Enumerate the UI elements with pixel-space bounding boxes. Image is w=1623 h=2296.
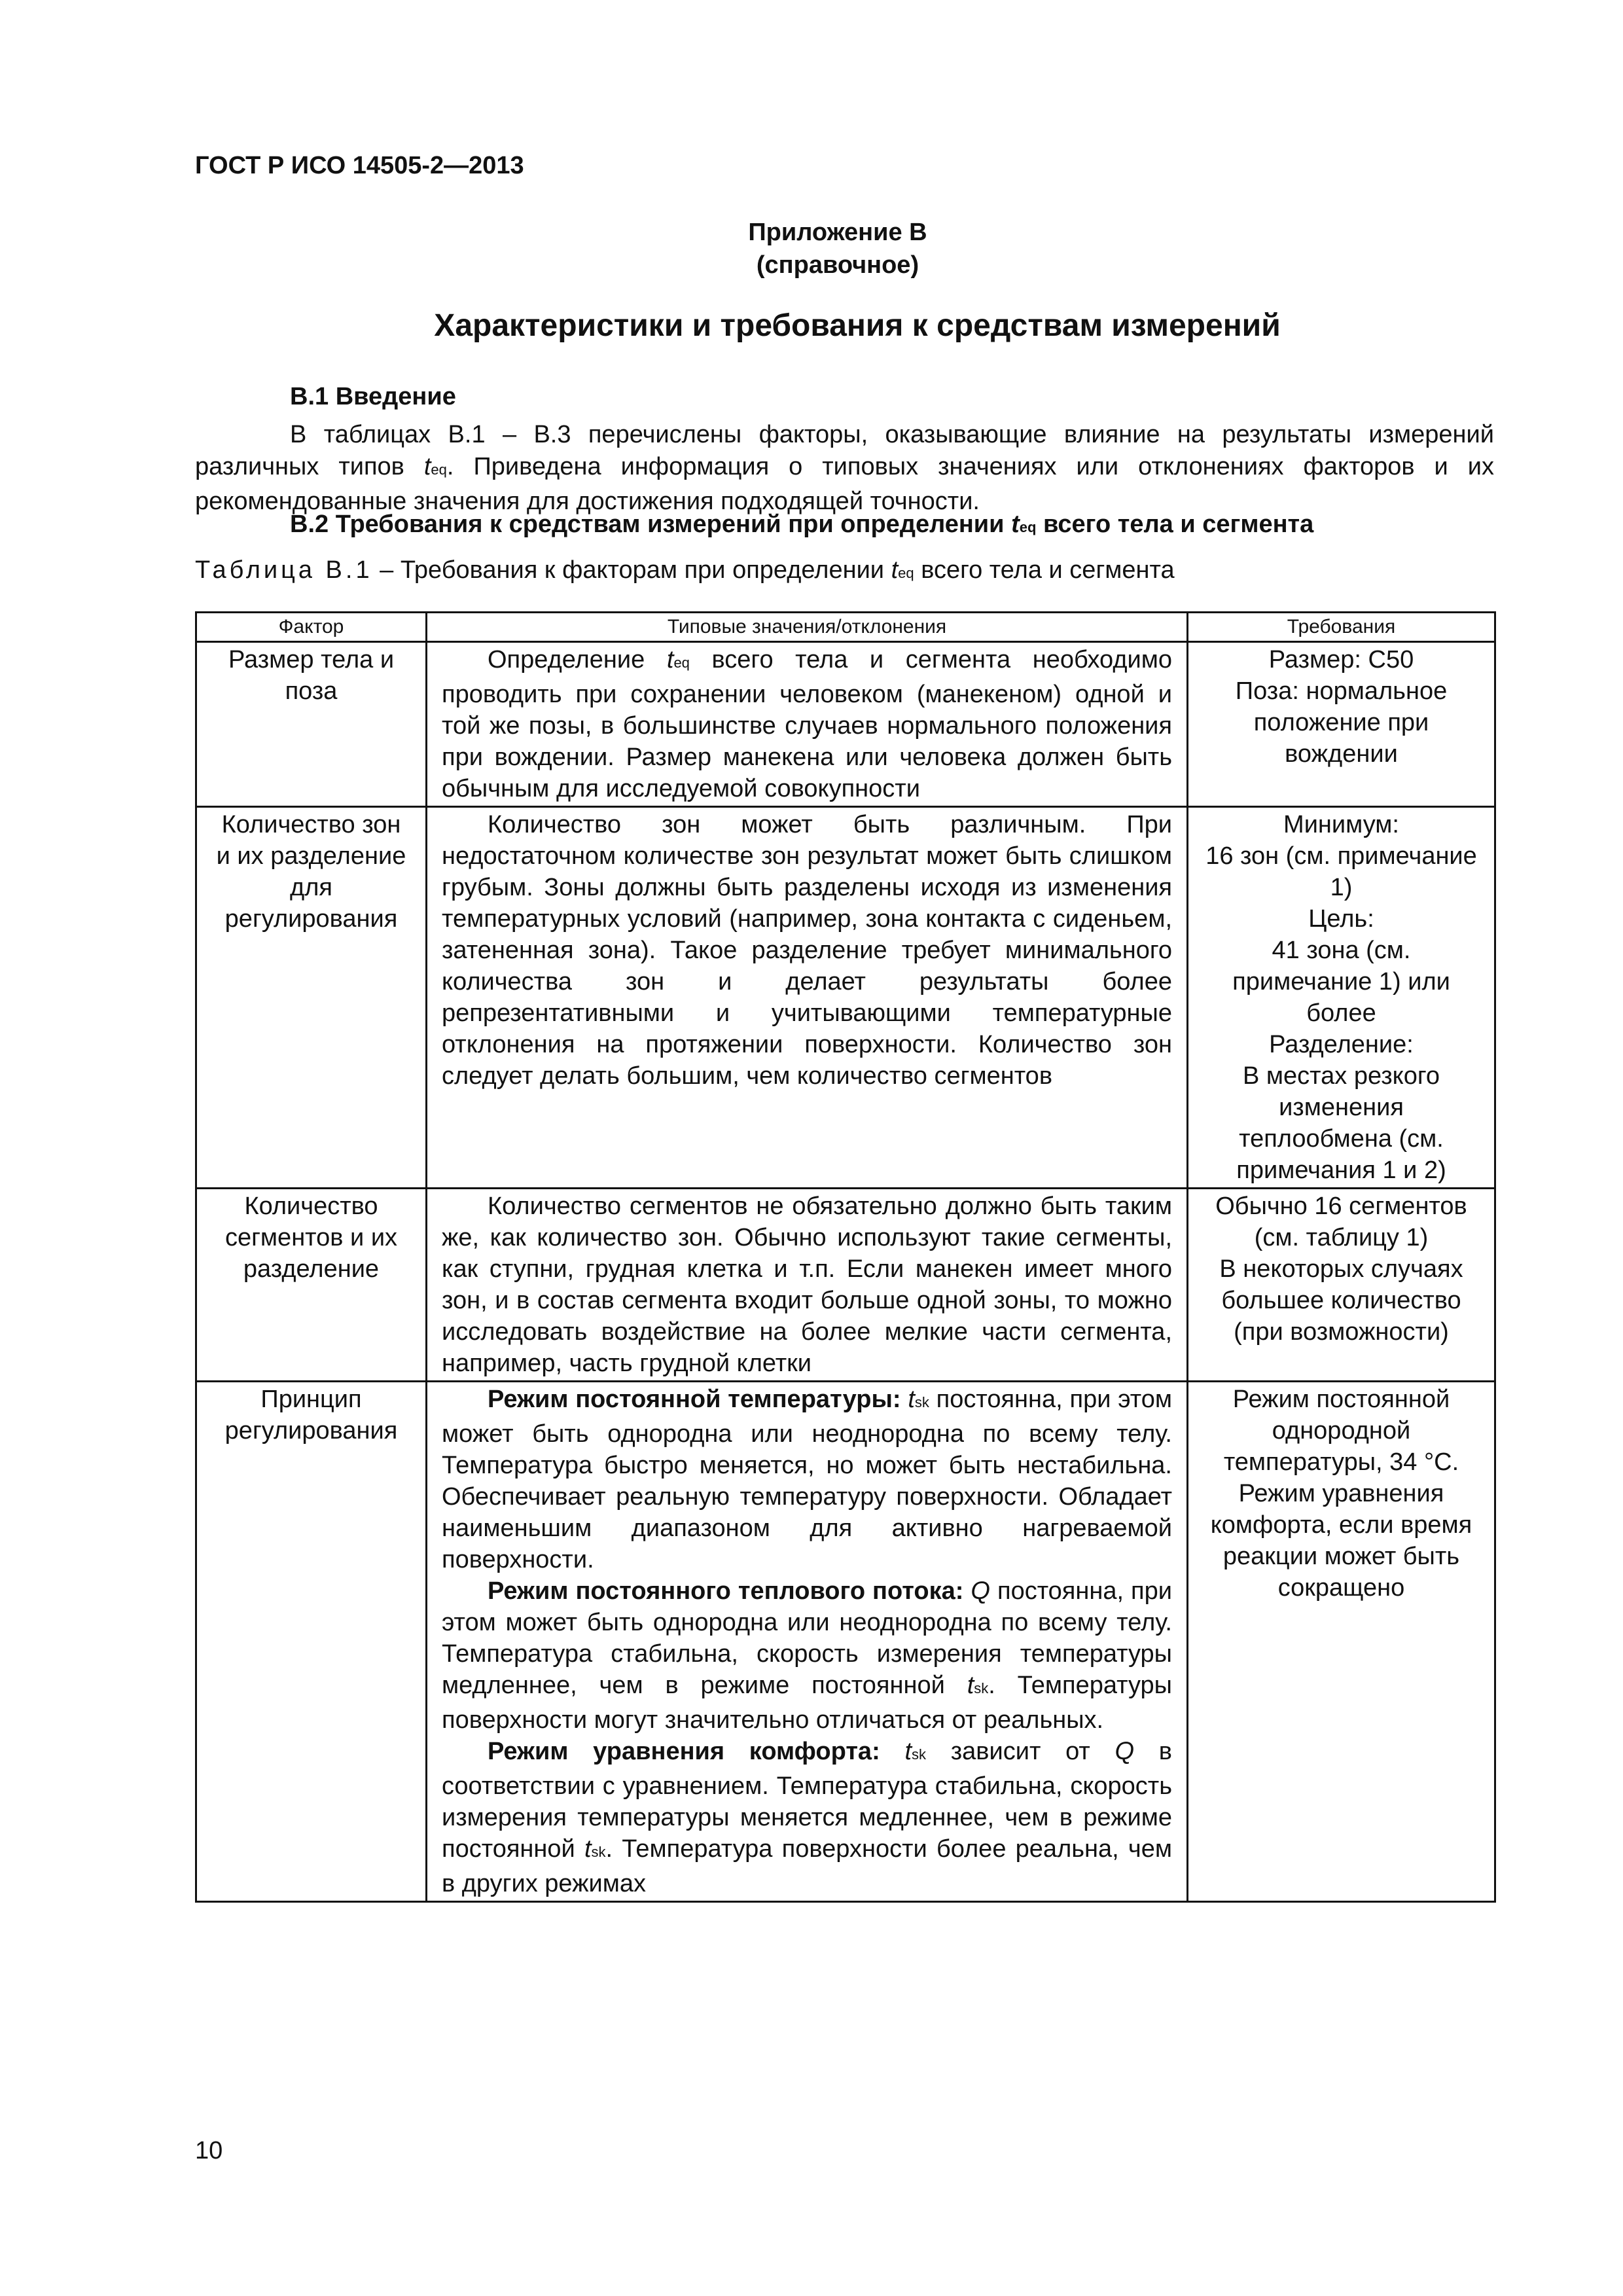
annex-heading: Характеристики и требования к средствам измерений — [434, 308, 1281, 343]
section-1-heading: В.1 Введение — [290, 383, 456, 410]
section-2-heading: В.2 Требования к средствам измерений при определении teq всего тела и сегмента — [290, 511, 1314, 538]
mode-comfort-equation: Режим уравнения комфорта: tsk зависит от Q в соответствии с уравнением. Температура стабильна, скорость измерения температуры меняется медленнее, чем в режиме постоянной tsk. Температура поверхности более реальна, чем в других режимах — [442, 1738, 1172, 1897]
factor-cell: Принцип регулирования — [196, 1382, 427, 1902]
typical-cell: Количество зон может быть различным. При недостаточном количестве зон результат может быть слишком грубым. Зоны должны быть разделены исходя из изменения температурных условий (например, зона контакта с сиденьем, затененная зона). Такое разделение требует минимального количества зон и делает результаты более репрезентативными и учитывающими температурные отклонения на протяжении поверхности. Количество зон следует делать большим, чем количество сегментов — [427, 807, 1188, 1189]
page-number: 10 — [195, 2137, 223, 2164]
header-requirements: Требования — [1188, 613, 1495, 642]
table-row — [196, 1382, 1495, 1902]
table-row — [196, 807, 1495, 1189]
requirement-cell: Обычно 16 сегментов (см. таблицу 1) В некоторых случаях большее количество (при возможности) — [1188, 1189, 1495, 1382]
mode-constant-heat-flux: Режим постоянного теплового потока: Q постоянна, при этом может быть однородна или неоднородна по всему телу. Температура стабильна, скорость измерения температуры медленнее, чем в режиме постоянной tsk. Температуры поверхности могут значительно отличаться от реальных. — [442, 1577, 1172, 1734]
table-row — [196, 1189, 1495, 1382]
annex-type: (справочное) — [756, 251, 919, 279]
table-caption: Таблица В.1 – Требования к факторам при определении teq всего тела и сегмента — [195, 556, 1175, 584]
factor-cell: Количество зон и их разделение для регулирования — [196, 807, 427, 1189]
section-1-body — [195, 419, 1494, 518]
requirements-table — [195, 611, 1496, 1903]
table-row — [196, 642, 1495, 807]
requirement-cell: Размер: С50 Поза: нормальное положение при вождении — [1188, 642, 1495, 807]
annex-block — [0, 216, 1623, 281]
factor-cell: Количество сегментов и их разделение — [196, 1189, 427, 1382]
header-factor: Фактор — [196, 613, 427, 642]
typical-cell: Количество сегментов не обязательно должно быть таким же, как количество зон. Обычно используют такие сегменты, как ступни, грудная клетка и т.п. Если манекен имеет много зон, и в состав сегмента входит больше одной зоны, то можно исследовать воздействие на более мелкие части сегмента, например, часть грудной клетки — [427, 1189, 1188, 1382]
requirement-cell: Минимум: 16 зон (см. примечание 1) Цель: 41 зона (см. примечание 1) или более Разделение: В местах резкого изменения теплообмена (см. примечания 1 и 2) — [1188, 807, 1495, 1189]
mode-constant-temperature: Режим постоянной температуры: tsk постоянна, при этом может быть однородна или неоднородна по всему телу. Температура быстро меняется, но может быть нестабильна. Обеспечивает реальную температуру поверхности. Обладает наименьшим диапазоном для активно нагреваемой поверхности. — [442, 1386, 1172, 1573]
typical-cell — [427, 1382, 1188, 1902]
section-1-paragraph: В таблицах В.1 – В.3 перечислены факторы, оказывающие влияние на результаты измерений различных типов teq. Приведена информация о типовых значениях или отклонениях факторов и их рекомендованные значения для достижения подходящей точности. — [195, 421, 1494, 515]
header-typical: Типовые значения/отклонения — [427, 613, 1188, 642]
requirement-cell: Режим постоянной однородной температуры, 34 °С. Режим уравнения комфорта, если время реакции может быть сокращено — [1188, 1382, 1495, 1902]
standard-designation: ГОСТ Р ИСО 14505-2—2013 — [195, 152, 524, 179]
factor-cell: Размер тела и поза — [196, 642, 427, 807]
table-header-row — [196, 613, 1495, 642]
annex-title: Приложение В — [748, 219, 927, 246]
typical-cell: Определение teq всего тела и сегмента необходимо проводить при сохранении человеком (манекеном) одной и той же позы, в большинстве случаев нормального положения при вождении. Размер манекена или человека должен быть обычным для исследуемой совокупности — [427, 642, 1188, 807]
